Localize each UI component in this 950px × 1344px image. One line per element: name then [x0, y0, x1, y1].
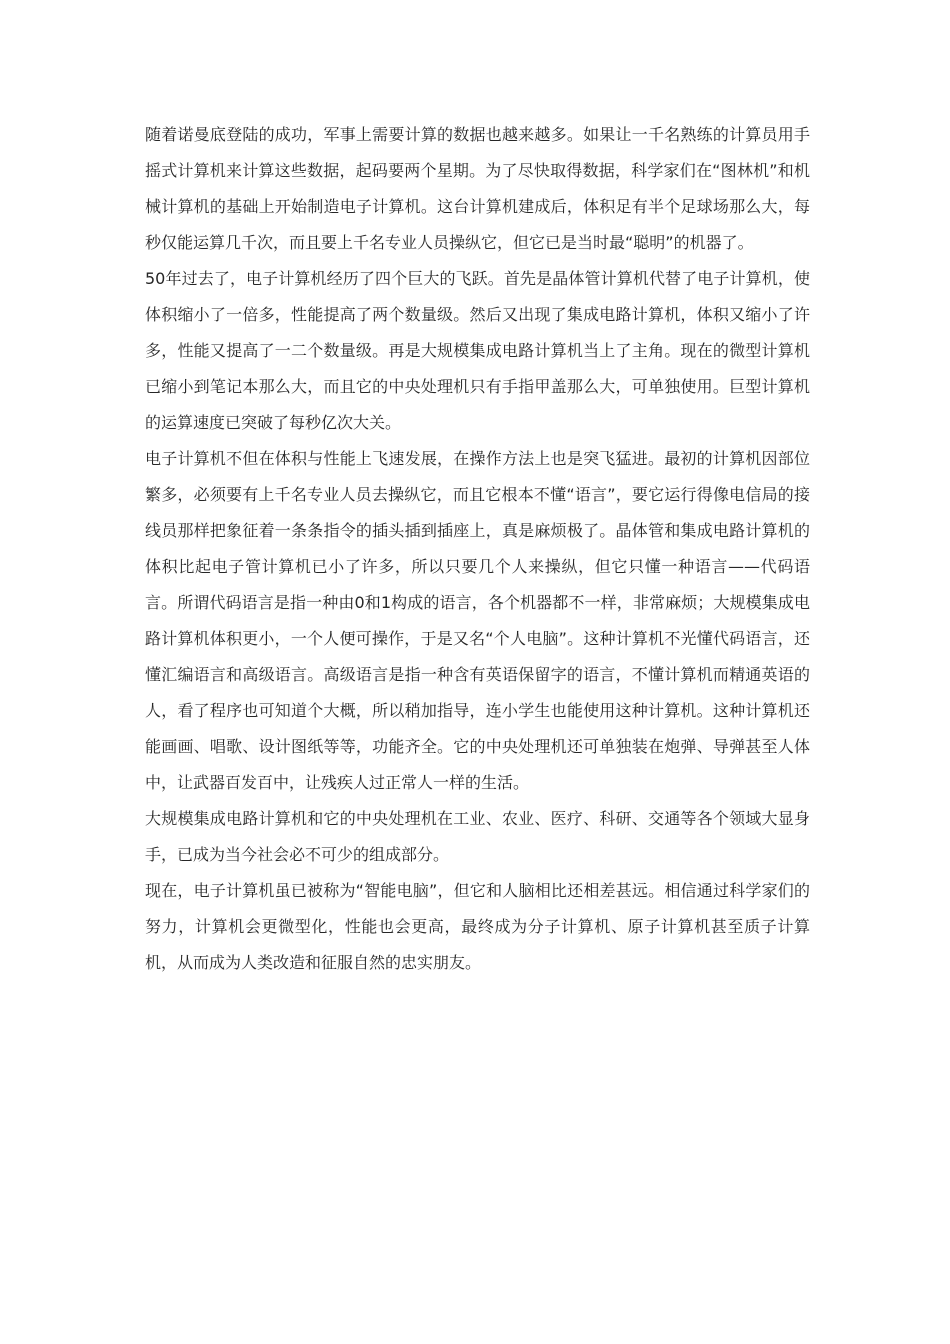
article-body: [145, 117, 810, 981]
paragraph-operation-methods: 电子计算机不但在体积与性能上飞速发展，在操作方法上也是突飞猛进。最初的计算机因部位繁多，必须要有上千名专业人员去操纵它，而且它根本不懂“语言”，要它运行得像电信局的接线员那样把象征着一条条指令的插头插到插座上，真是麻烦极了。晶体管和集成电路计算机的体积比起电子管计算机已小了许多，所以只要几个人来操纵，但它只懂一种语言——代码语言。所谓代码语言是指一种由0和1构成的语言，各个机器都不一样，非常麻烦；大规模集成电路计算机体积更小，一个人便可操作，于是又名“个人电脑”。这种计算机不光懂代码语言，还懂汇编语言和高级语言。高级语言是指一种含有英语保留字的语言，不懂计算机而精通英语的人，看了程序也可知道个大概，所以稍加指导，连小学生也能使用这种计算机。这种计算机还能画画、唱歌、设计图纸等等，功能齐全。它的中央处理机还可单独装在炮弹、导弹甚至人体中，让武器百发百中，让残疾人过正常人一样的生活。: [145, 449, 810, 792]
paragraph-future: 现在，电子计算机虽已被称为“智能电脑”，但它和人脑相比还相差甚远。相信通过科学家们的努力，计算机会更微型化，性能也会更高，最终成为分子计算机、原子计算机甚至质子计算机，从而成为人类改造和征服自然的忠实朋友。: [145, 881, 810, 972]
paragraph-applications: 大规模集成电路计算机和它的中央处理机在工业、农业、医疗、科研、交通等各个领域大显身手，已成为当今社会必不可少的组成部分。: [145, 809, 810, 864]
paragraph-four-leaps: 50年过去了，电子计算机经历了四个巨大的飞跃。首先是晶体管计算机代替了电子计算机，使体积缩小了一倍多，性能提高了两个数量级。然后又出现了集成电路计算机，体积又缩小了许多，性能又提高了一二个数量级。再是大规模集成电路计算机当上了主角。现在的微型计算机已缩小到笔记本那么大，而且它的中央处理机只有手指甲盖那么大，可单独使用。巨型计算机的运算速度已突破了每秒亿次大关。: [145, 269, 810, 432]
paragraph-normandy: 随着诺曼底登陆的成功，军事上需要计算的数据也越来越多。如果让一千名熟练的计算员用手摇式计算机来计算这些数据，起码要两个星期。为了尽快取得数据，科学家们在“图林机”和机械计算机的基础上开始制造电子计算机。这台计算机建成后，体积足有半个足球场那么大，每秒仅能运算几千次，而且要上千名专业人员操纵它，但它已是当时最“聪明”的机器了。: [145, 125, 810, 252]
